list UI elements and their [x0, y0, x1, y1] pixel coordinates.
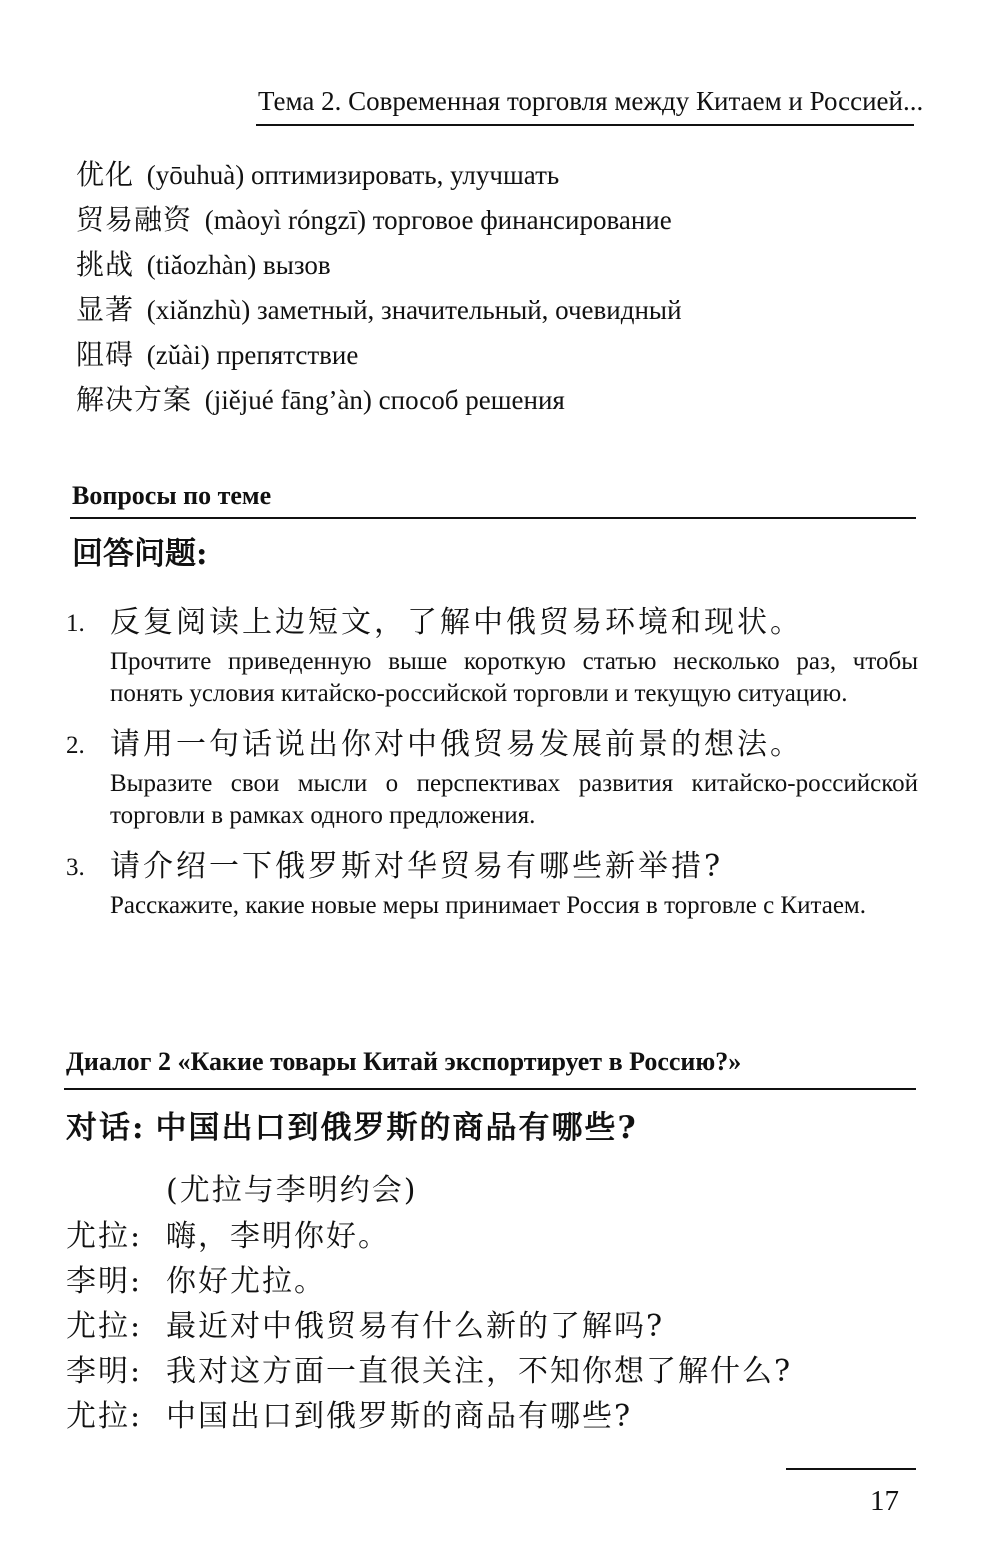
dialogue-speaker: 尤拉: [66, 1399, 143, 1434]
vocab-pinyin: (màoyì róngzī) [204, 205, 366, 235]
question-number: 3. [66, 854, 85, 881]
vocab-zh: 贸易融资 [76, 203, 193, 236]
question-zh: 反复阅读上边短文，了解中俄贸易环境和现状。 [110, 605, 803, 640]
vocab-zh: 阻碍 [76, 338, 135, 371]
dialogue-line [66, 1304, 946, 1349]
footer-rule [786, 1468, 916, 1470]
vocabulary-list [76, 152, 936, 422]
vocab-item [76, 377, 936, 422]
question-ru: Выразите свои мысли о перспективах развития китайско-российской торговли в рамках одного предложения. [110, 770, 918, 829]
questions-heading-rule [70, 517, 916, 519]
vocab-pinyin: (tiǎozhàn) [146, 250, 257, 280]
dialogue-text: 我对这方面一直很关注，不知你想了解什么? [166, 1354, 793, 1389]
dialogue-stage-direction: (尤拉与李明约会) [166, 1173, 418, 1208]
question-number: 2. [66, 732, 85, 759]
vocab-zh: 解决方案 [76, 383, 193, 416]
vocab-item [76, 242, 936, 287]
vocab-item [76, 197, 936, 242]
question-ru: Расскажите, какие новые меры принимает Россия в торговле с Китаем. [110, 892, 866, 919]
dialogue-line [66, 1349, 946, 1394]
vocab-zh: 显著 [76, 293, 135, 326]
question-item [66, 722, 926, 832]
page-number: 17 [870, 1485, 899, 1517]
vocab-zh: 挑战 [76, 248, 135, 281]
dialogue-line [66, 1214, 946, 1259]
dialogue-text: 嗨，李明你好。 [166, 1219, 390, 1254]
vocab-item [76, 287, 936, 332]
questions-heading: Вопросы по теме [72, 481, 272, 510]
question-number: 1. [66, 610, 85, 637]
vocab-ru: торговое финансирование [372, 205, 672, 235]
dialogue-title-text: 中国出口到俄罗斯的商品有哪些? [155, 1110, 638, 1146]
question-item [66, 600, 926, 710]
dialogue-speaker: 尤拉: [66, 1219, 143, 1254]
question-zh: 请介绍一下俄罗斯对华贸易有哪些新举措? [110, 849, 724, 884]
dialogue-text: 中国出口到俄罗斯的商品有哪些? [166, 1399, 633, 1434]
questions-zh-heading: 回答问题: [72, 536, 208, 572]
dialogue-heading: Диалог 2 «Какие товары Китай экспортирует в Россию?» [66, 1047, 742, 1076]
running-head-rule [256, 124, 914, 126]
dialogue-text: 最近对中俄贸易有什么新的了解吗? [166, 1309, 665, 1344]
vocab-ru: заметный, значительный, очевидный [256, 295, 682, 325]
dialogue-line [66, 1259, 946, 1304]
running-head: Тема 2. Современная торговля между Китаем и Россией... [258, 86, 924, 116]
vocab-ru: оптимизировать, улучшать [250, 160, 560, 190]
question-item [66, 844, 926, 922]
dialogue-text: 你好尤拉。 [166, 1264, 326, 1299]
vocab-pinyin: (jiějué fāng’àn) [204, 385, 372, 415]
vocab-pinyin: (zǔài) [146, 340, 210, 370]
question-ru: Прочтите приведенную выше короткую статью несколько раз, чтобы понять условия китайско-российской торговли и текущую ситуацию. [110, 648, 918, 707]
question-zh: 请用一句话说出你对中俄贸易发展前景的想法。 [110, 727, 803, 762]
vocab-ru: вызов [262, 250, 331, 280]
question-list [66, 600, 926, 922]
vocab-ru: способ решения [378, 385, 565, 415]
vocab-zh: 优化 [76, 158, 135, 191]
vocab-item [76, 152, 936, 197]
dialogue-speaker: 李明: [66, 1354, 143, 1389]
dialogue-speaker: 李明: [66, 1264, 143, 1299]
dialogue-heading-rule [64, 1088, 916, 1090]
dialogue-body [66, 1168, 946, 1439]
dialogue-line [66, 1394, 946, 1439]
vocab-item [76, 332, 936, 377]
dialogue-title-label: 对话: [66, 1110, 146, 1146]
dialogue-title [66, 1108, 638, 1148]
vocab-ru: препятствие [216, 340, 359, 370]
vocab-pinyin: (xiǎnzhù) [146, 295, 251, 325]
dialogue-speaker: 尤拉: [66, 1309, 143, 1344]
vocab-pinyin: (yōuhuà) [146, 160, 245, 190]
